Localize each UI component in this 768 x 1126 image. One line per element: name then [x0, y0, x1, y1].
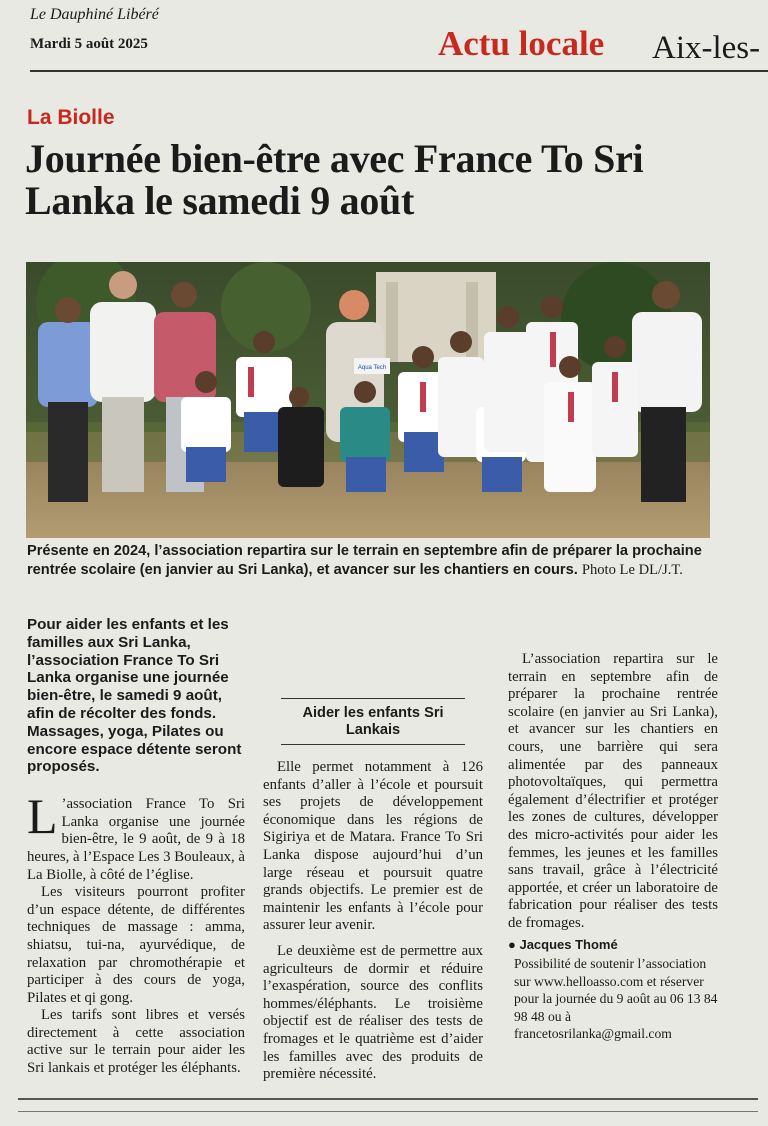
paragraph-projects: L’association repartira sur le terrain en septembre afin de préparer la prochaine rentrée scolaire (en janvier au Sri Lanka), et avancer sur les chantiers en cours, une barrière qui sera alimentée par des panneaux photovoltaïques, qui permettra également d’électrifier et protéger les zones de cultures, développer des micro-activités pour aider les femmes, les jeunes et les familles sans travail, grâce à l’électricité apportée, et créer un laboratoire de fabrication pour réaliser des tests de fromages.: [508, 651, 718, 931]
group-photo-illustration: [26, 262, 710, 538]
paragraph-intro: [27, 788, 245, 884]
paragraph-intro-text: ’association France To Sri Lanka organise une journée bien-être, le 9 août, de 9 à 18 heures, à l’Espace Les 3 Bouleaux, à La Biolle, à côté de l’église.: [27, 796, 245, 883]
banner-text: Aqua Tech: [357, 365, 387, 371]
footer-rule: [18, 1098, 758, 1100]
practical-info: Possibilité de soutenir l’association sur www.helloasso.com et réserver pour la journée du 9 août au 06 13 84 98 48 ou à francetosrilanka@gmail.com: [514, 956, 718, 1042]
section-place: Aix-les-: [652, 30, 761, 66]
header-rule: [30, 70, 768, 72]
newspaper-name: Le Dauphiné Libéré: [30, 6, 159, 23]
paragraph-goals: Le deuxième est de permettre aux agriculteurs de dormir et réduire l’exaspération, source des conflits hommes/éléphants. Le troisième objectif est de réaliser des tests de fromages et le quatrième est d’aider les familles avec des produits de première nécessité.: [263, 942, 483, 1083]
paragraph-activities: Les visiteurs pourront profiter d’un espace détente, de différentes techniques de massage : amma, shiatsu, tui-na, ayurvédique, de relaxation par chromothérapie et participer à des cours de yoga, Pilates et qi gong.: [27, 884, 245, 1006]
author-byline: ● Jacques Thomé: [508, 936, 618, 952]
article-lede: Pour aider les enfants et les familles aux Sri Lanka, l’association France To Sri Lanka organise une journée bien-être, le samedi 9 août, afin de récolter des fonds. Massages, yoga, Pilates ou encore espace détente seront proposés.: [27, 616, 242, 776]
paragraph-prices: Les tarifs sont libres et versés directement à cette association active sur le terrain pour aider les Sri lankais et protéger les éléphants.: [27, 1007, 245, 1077]
article-kicker: La Biolle: [27, 106, 115, 129]
caption-text: Présente en 2024, l’association repartira sur le terrain en septembre afin de préparer la prochaine rentrée scolaire (en janvier au Sri Lanka), et avancer sur les chantiers en cours.: [27, 543, 702, 578]
intertitle: Aider les enfants Sri Lankais: [281, 698, 465, 745]
article-photo: [26, 262, 710, 538]
issue-date: Mardi 5 août 2025: [30, 36, 148, 52]
footer-rule-thin: [18, 1111, 758, 1112]
article-column-1: [27, 616, 245, 1078]
article-column-3: [508, 616, 718, 1043]
section-title: Actu locale: [438, 24, 605, 63]
photo-caption: [27, 542, 717, 580]
article-column-2: [263, 616, 483, 1084]
photo-credit: Photo Le DL/J.T.: [581, 562, 683, 578]
paragraph-objectives: Elle permet notamment à 126 enfants d’aller à l’école et poursuit ses projets de développement économique dans les régions de Sigiriya et de Matara. France To Sri Lanka dispose aujourd’hui d’un large réseau et poursuit quatre grands objectifs. Le premier est de maintenir les enfants à l’école pour assurer leur avenir.: [263, 759, 483, 934]
drop-cap: L: [27, 788, 58, 845]
article-headline: Journée bien-être avec France To Sri Lanka le samedi 9 août: [25, 136, 644, 223]
